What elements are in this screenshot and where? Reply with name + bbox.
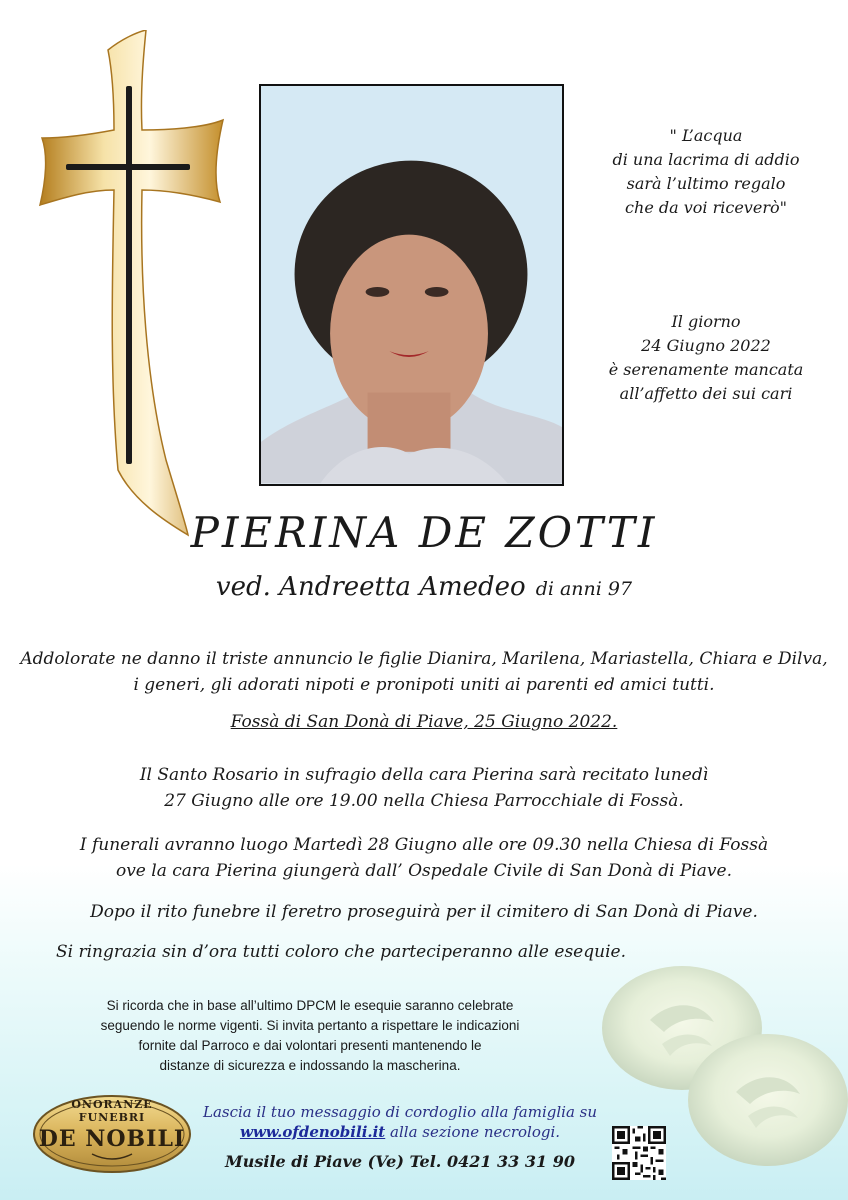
- funeral-notice: [20, 832, 828, 884]
- deceased-name: PIERINA DE ZOTTI: [190, 508, 658, 557]
- contact-info: Musile di Piave (Ve) Tel. 0421 33 31 90: [225, 1152, 575, 1171]
- covid-line: distanze di sicurezza e indossando la mascherina.: [159, 1058, 461, 1073]
- qr-code[interactable]: [612, 1126, 666, 1180]
- cross-icon: [38, 30, 228, 540]
- quote-line: che da voi riceverò": [625, 198, 787, 217]
- rosary-line: 27 Giugno alle ore 19.00 nella Chiesa Parrocchiale di Fossà.: [164, 791, 684, 811]
- logo-name: DE NOBILI: [38, 1126, 186, 1152]
- logo-arc-text: ONORANZE FUNEBRI: [71, 1098, 153, 1124]
- death-notice-line: 24 Giugno 2022: [641, 336, 771, 355]
- death-notice-line: all’affetto dei sui cari: [619, 384, 793, 403]
- place-date: Fossà di San Donà di Piave, 25 Giugno 2022.: [230, 712, 618, 732]
- deceased-subtitle: [0, 572, 848, 602]
- rosary-notice: [20, 762, 828, 814]
- announcement-line: Addolorate ne danno il triste annuncio le figlie Dianira, Marilena, Mariastella, Chiara e Dilva,: [20, 649, 828, 669]
- funeral-line: ove la cara Pierina giungerà dall’ Ospedale Civile di San Donà di Piave.: [115, 861, 733, 881]
- covid-notice: [40, 996, 580, 1076]
- condolence-line: Lascia il tuo messaggio di cordoglio alla famiglia su: [202, 1103, 598, 1121]
- quote-line: " L’acqua: [669, 126, 743, 145]
- thanks-notice: Si ringrazia sin d’ora tutti coloro che parteciperanno alle esequie.: [56, 942, 626, 962]
- condolence-message: [190, 1102, 610, 1142]
- covid-line: Si ricorda che in base all’ultimo DPCM le esequie saranno celebrate: [106, 998, 514, 1013]
- quote-block: [596, 124, 816, 220]
- rosary-line: Il Santo Rosario in sufragio della cara Pierina sarà recitato lunedì: [139, 765, 709, 785]
- death-notice: [596, 310, 816, 406]
- quote-line: di una lacrima di addio: [612, 150, 800, 169]
- deceased-age: di anni 97: [535, 578, 633, 600]
- death-notice-line: Il giorno: [671, 312, 741, 331]
- burial-notice: Dopo il rito funebre il feretro proseguirà per il cimitero di San Donà di Piave.: [90, 902, 758, 922]
- website-link[interactable]: www.ofdenobili.it: [239, 1123, 386, 1141]
- widow-of: ved. Andreetta Amedeo: [215, 572, 526, 602]
- announcement-line: i generi, gli adorati nipoti e pronipoti uniti ai parenti ed amici tutti.: [133, 675, 715, 695]
- death-notice-line: è serenamente mancata: [608, 360, 804, 379]
- covid-line: fornite dal Parroco e dai volontari presenti mantenendo le: [138, 1038, 482, 1053]
- quote-line: sarà l’ultimo regalo: [626, 174, 786, 193]
- portrait-photo: [259, 84, 564, 486]
- covid-line: seguendo le norme vigenti. Si invita pertanto a rispettare le indicazioni: [100, 1018, 520, 1033]
- funeral-line: I funerali avranno luogo Martedì 28 Giugno alle ore 09.30 nella Chiesa di Fossà: [79, 835, 769, 855]
- announcement: [20, 646, 828, 698]
- condolence-line-2: [190, 1122, 610, 1142]
- portrait-image: [261, 86, 562, 484]
- condolence-url-suffix: alla sezione necrologi.: [390, 1123, 561, 1141]
